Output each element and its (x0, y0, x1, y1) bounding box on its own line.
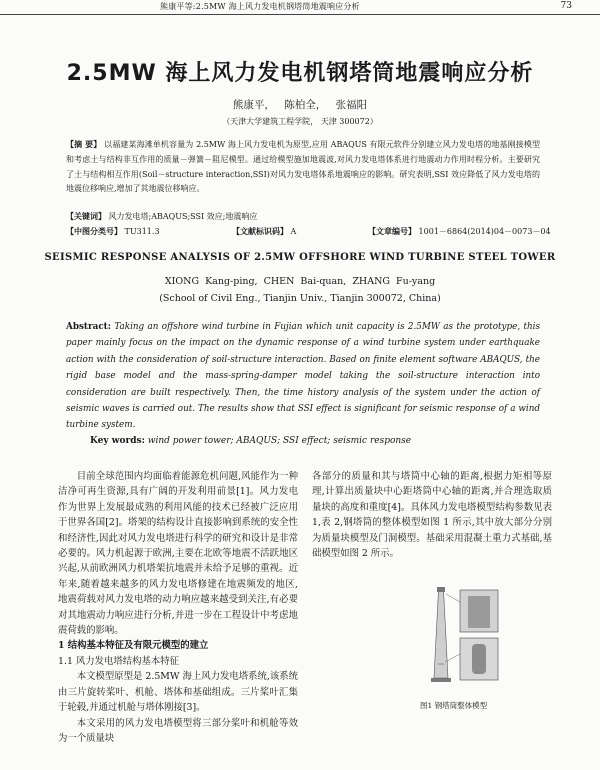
abstract-cn-text: 以福建某海滩单机容量为 2.5MW 海上风力发电机为原型,应用 ABAQUS 有限元软件分别建立风力发电塔的地基刚接模型和考虑土与结构非互作用的质量－弹簧－阻尼模型。通过给模型施加地震波,对风力发电塔体系进行地震动力作用时程分析。主要研究了土与结构相互作用(Soil－structure interaction,SSI)对风力发电塔体系地震响应的影响。研究表明,SSI 效应降低了风力发电塔的地震位移响应,增加了其地震位移响应。 (66, 140, 541, 194)
tower-model-figure (394, 582, 506, 694)
document-code (232, 226, 296, 237)
clc-label: 【中图分类号】 (66, 226, 122, 236)
abstract-cn-label: 【摘 要】 (66, 139, 102, 149)
english-keywords (90, 436, 411, 446)
paper-title: 2.5MW 海上风力发电机钢塔筒地震响应分析 (66, 61, 534, 86)
page-number: 73 (560, 1, 572, 11)
clc-value: TU311.3 (124, 227, 160, 236)
english-affiliation: (School of Civil Eng., Tianjin Univ., Tianjin 300072, China) (159, 293, 441, 304)
english-authors: XIONG Kang-ping, CHEN Bai-quan, ZHANG Fu-yang (164, 276, 436, 287)
doc-value: A (290, 227, 297, 236)
english-abstract-label: Abstract: (66, 322, 111, 332)
mass-block-shape (468, 596, 490, 628)
affiliation-cn: （天津大学建筑工程学院， 天津 300072） (222, 117, 378, 126)
tower-base (431, 678, 451, 682)
door-opening-shape (472, 644, 486, 674)
abstract-cn (66, 137, 540, 197)
left-column (58, 469, 298, 746)
right-column (312, 469, 552, 561)
article-label: 【文章编号】 (368, 226, 416, 236)
article-number (368, 226, 551, 237)
body-paragraph-right: 各部分的质量和其与塔筒中心轴的距离,根据力矩相等原理,计算出质量块中心距塔筒中心轴的距离,并合理选取质量块的高度和重度[4]。具体风力发电塔模型结构参数见表 1,表 2,钢塔筒的整体模型如图 1 所示,其中放大部分分别为质量块模型及门洞模型。基础采用混凝土重力式基础,基础模型如图 2 所示。 (312, 471, 552, 560)
running-title: 熊康平等:2.5MW 海上风力发电机钢塔筒地震响应分析 (160, 2, 360, 11)
article-value: 1001－6864(2014)04－0073－04 (418, 227, 551, 236)
english-abstract (66, 319, 540, 434)
english-abstract-text: Taking an offshore wind turbine in Fujian which unit capacity is 2.5MW as the prototype, this paper mainly focus on the impact on the dynamic response of a wind turbine system under earthquake action with the consideration of soil-structure interaction. Based on finite element software ABAQUS, the rigid base model and the mass-spring-damper model taking the soil-structure interaction into consideration are built respectively. Then, the time history analysis of the system under the action of seismic waves is carried out. The results show that SSI effect is significant for seismic response of a wind turbine system. (66, 322, 540, 431)
keywords-cn (66, 211, 257, 222)
clc-number (66, 226, 160, 237)
doc-label: 【文献标识码】 (232, 226, 288, 236)
body-paragraph-3: 本文采用的风力发电塔模型将三部分桨叶和机舱等效为一个质量块 (58, 717, 298, 744)
body-paragraph-2: 本文模型原型是 2.5MW 海上风力发电塔系统,该系统由三片旋转桨叶、机舱、塔体和基础组成。三片桨叶汇集于轮毂,并通过机舱与塔体刚接[3]。 (58, 671, 299, 714)
authors-cn: 熊康平， 陈柏全， 张福阳 (232, 99, 368, 111)
intro-paragraph: 目前全球范围内均面临着能源危机问题,风能作为一种洁净可再生资源,具有广阔的开发利用前景[1]。风力发电作为世界上发展最成熟的利用风能的技术已经被广泛应用于世界各国[2]。塔架的结构设计直接影响到系统的安全性和经济性,因此对风力发电塔进行科学的研究和设计是非常必要的。风力机起源于欧洲,主要在北欧等地震不活跃地区兴起,从前欧洲风力机塔架抗地震并未给予足够的重视。近年来,随着越来越多的风力发电塔修建在地震频发的地区,地震荷载对风力发电塔的动力响应越来越受到关注,有必要对其地震动力响应进行分析,并进一步在工程设计中考虑地震荷载的影响。 (58, 471, 298, 637)
section-1-1-heading: 1.1 风力发电塔结构基本特征 (58, 655, 180, 667)
tower-nacelle (437, 587, 445, 592)
english-title: SEISMIC RESPONSE ANALYSIS OF 2.5MW OFFSHORE WIND TURBINE STEEL TOWER (44, 252, 556, 263)
english-keywords-label: Key words: (90, 436, 145, 446)
figure-caption: 图1 钢塔筒整体模型 (420, 701, 488, 710)
keywords-cn-text: 风力发电塔;ABAQUS;SSI 效应;地震响应 (108, 212, 258, 221)
english-keywords-text: wind power tower; ABAQUS; SSI effect; seismic response (147, 436, 412, 446)
keywords-cn-label: 【关键词】 (66, 211, 106, 221)
running-header (0, 0, 600, 15)
section-1-heading: 1 结构基本特征及有限元模型的建立 (58, 640, 209, 652)
